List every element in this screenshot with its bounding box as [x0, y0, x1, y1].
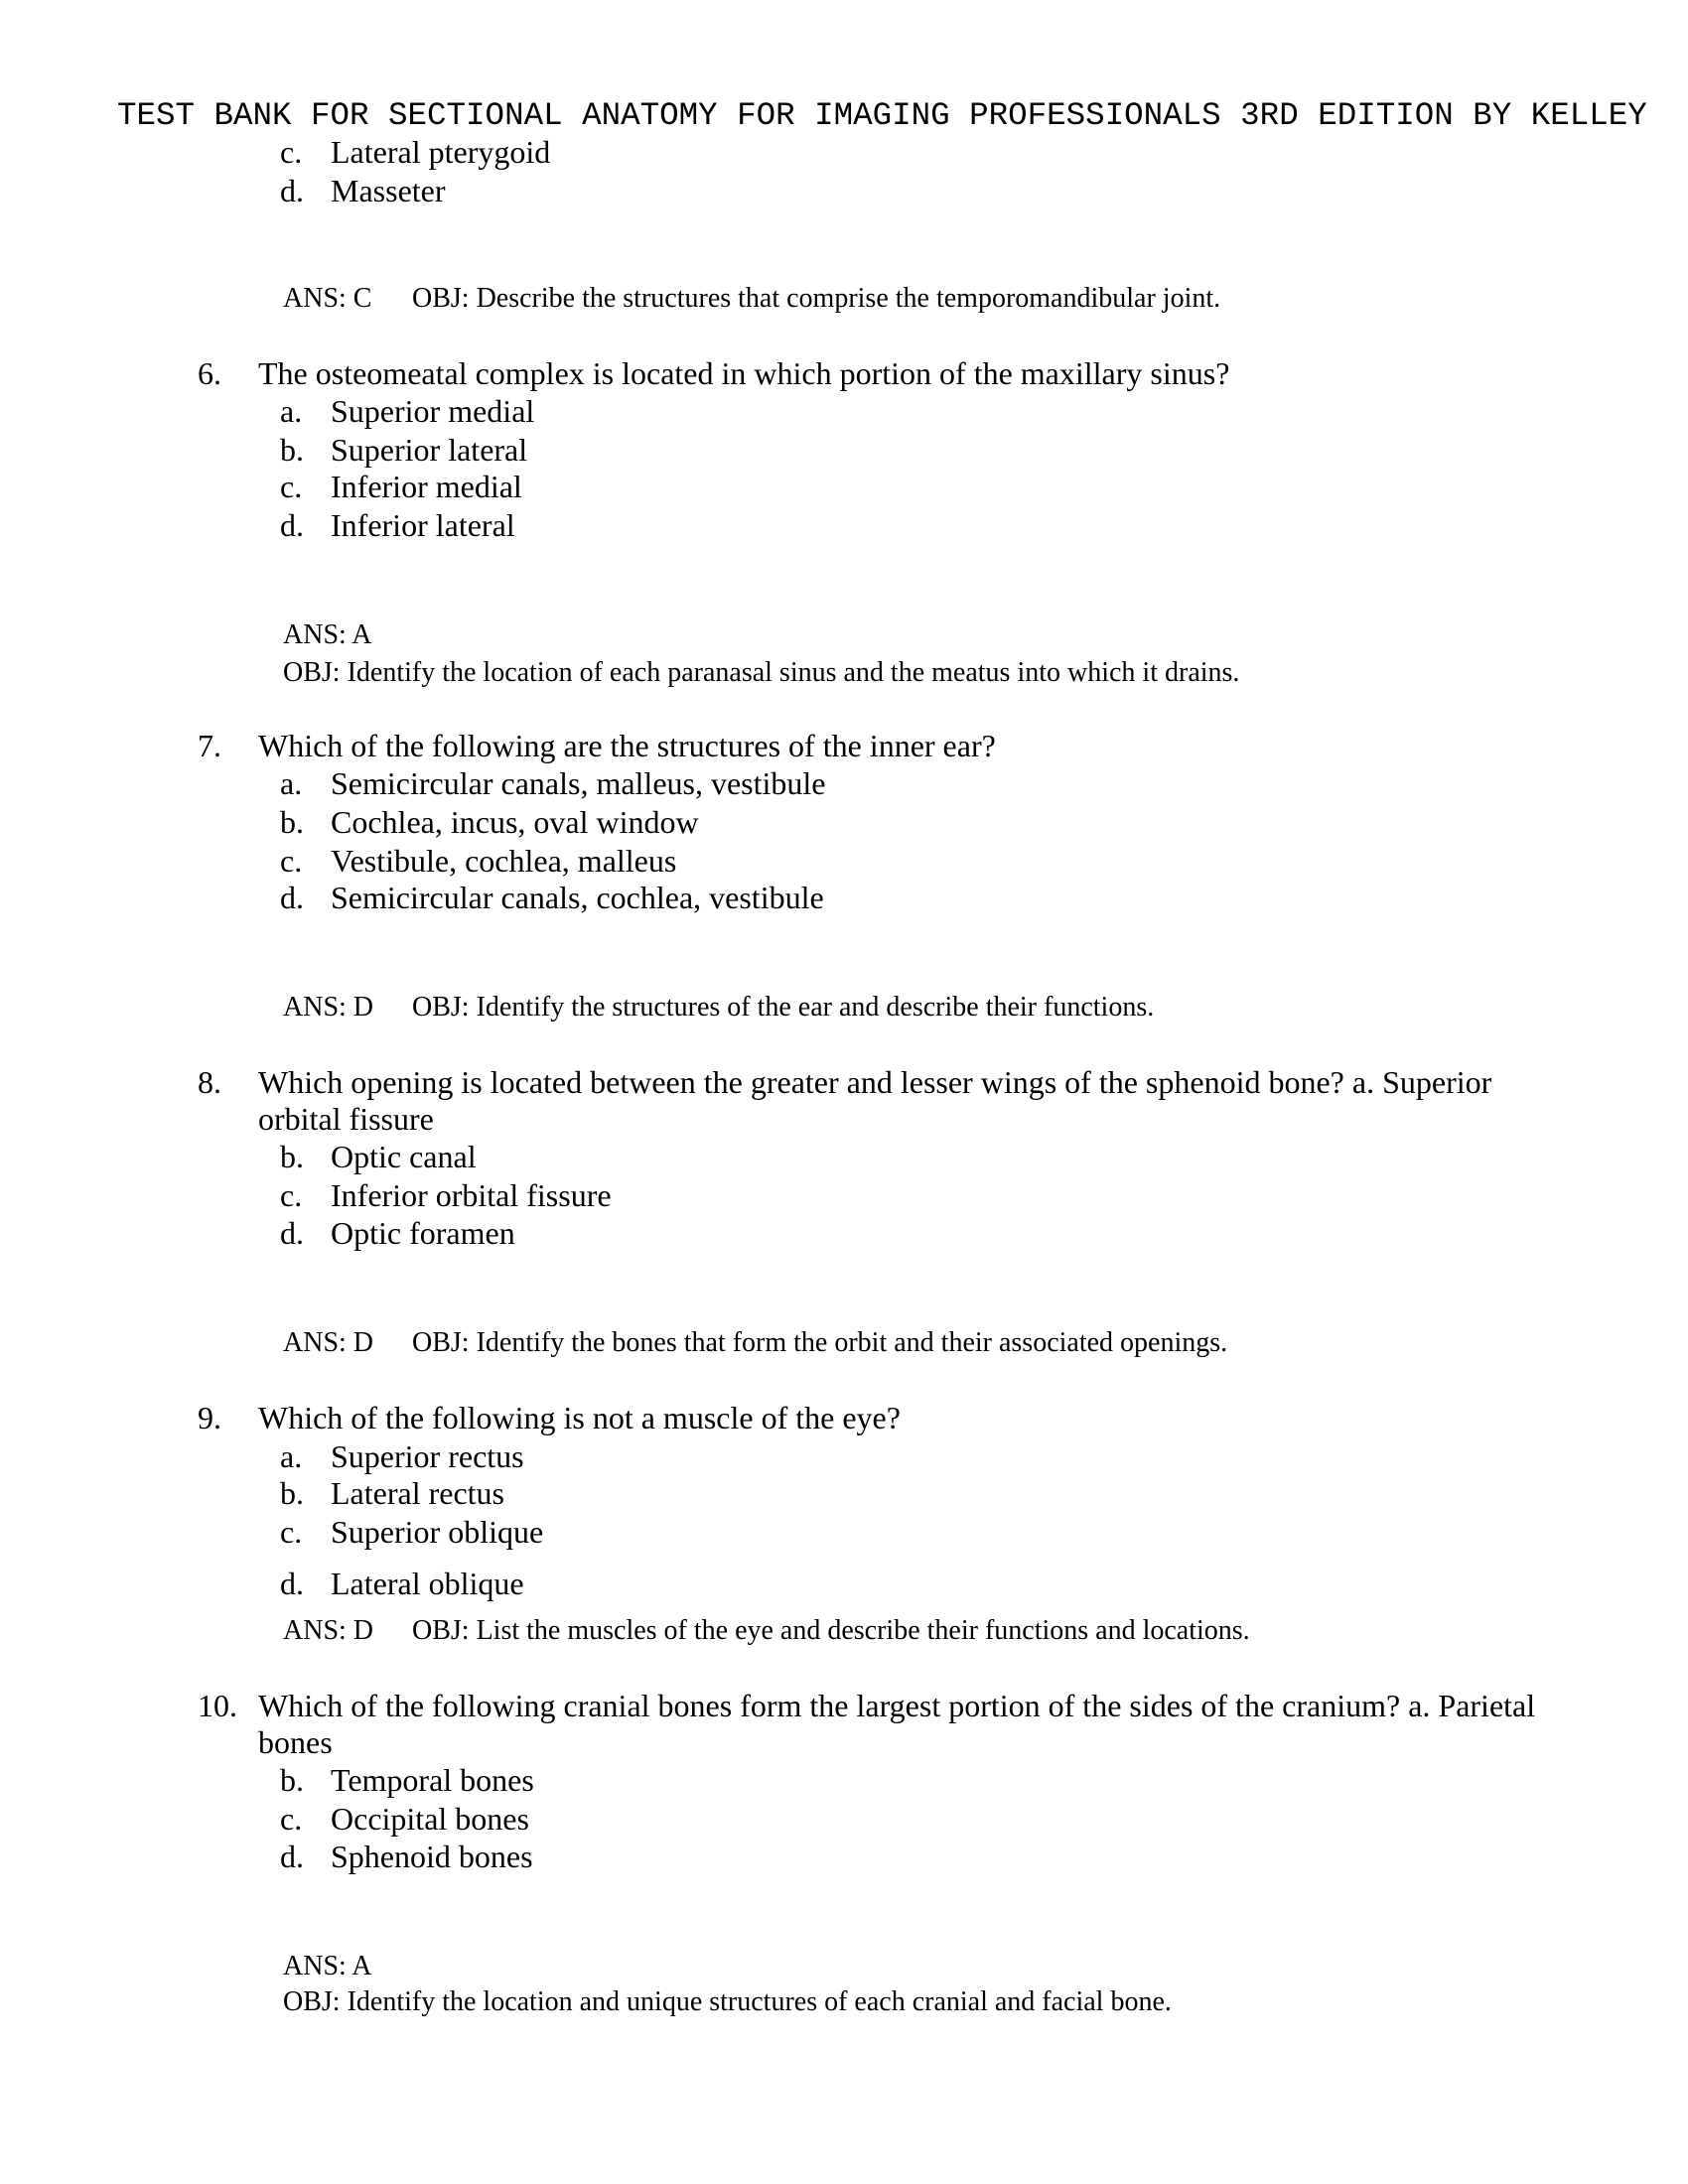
- question-number: 6.: [198, 355, 221, 391]
- option-text: Semicircular canals, malleus, vestibule: [331, 765, 826, 801]
- option-text: Inferior medial: [331, 469, 522, 504]
- option-letter: b.: [280, 1475, 304, 1511]
- objective: OBJ: Identify the location of each paranasal sinus and the meatus into which it drains.: [283, 657, 1240, 688]
- option-letter: c.: [280, 469, 303, 504]
- option-letter: b.: [280, 1762, 304, 1798]
- option-text: Superior lateral: [331, 432, 528, 468]
- option-letter: b.: [280, 432, 304, 468]
- question-text: Which of the following cranial bones form the largest portion of the sides of the cranium? a. Parietal bones: [258, 1688, 1536, 1760]
- question-number: 9.: [198, 1400, 221, 1435]
- objective: OBJ: Identify the structures of the ear and describe their functions.: [412, 992, 1155, 1023]
- option-letter: a.: [280, 1438, 303, 1474]
- option-text: Lateral rectus: [331, 1475, 504, 1511]
- option-text: Superior rectus: [331, 1438, 524, 1474]
- option-letter: d.: [280, 173, 304, 208]
- answer: ANS: D: [283, 1615, 374, 1646]
- option-letter: d.: [280, 1566, 304, 1601]
- answer: ANS: A: [283, 619, 372, 650]
- option-text: Lateral pterygoid: [331, 134, 551, 170]
- question-number: 7.: [198, 728, 221, 763]
- option-letter: c.: [280, 134, 303, 170]
- question-text: Which of the following is not a muscle of the eye?: [258, 1400, 901, 1435]
- page-header: TEST BANK FOR SECTIONAL ANATOMY FOR IMAGING PROFESSIONALS 3RD EDITION BY KELLEY: [117, 97, 1647, 134]
- option-letter: b.: [280, 804, 304, 840]
- option-text: Temporal bones: [331, 1762, 534, 1798]
- option-letter: a.: [280, 765, 303, 801]
- option-text: Occipital bones: [331, 1801, 529, 1837]
- option-text: Optic foramen: [331, 1215, 515, 1251]
- option-text: Superior medial: [331, 393, 535, 429]
- option-letter: b.: [280, 1139, 304, 1174]
- option-text: Inferior orbital fissure: [331, 1177, 612, 1213]
- answer: ANS: D: [283, 1327, 374, 1358]
- option-text: Semicircular canals, cochlea, vestibule: [331, 880, 824, 915]
- option-text: Cochlea, incus, oval window: [331, 804, 699, 840]
- option-text: Masseter: [331, 173, 446, 208]
- option-text: Optic canal: [331, 1139, 477, 1174]
- question-text: Which of the following are the structures of the inner ear?: [258, 728, 996, 763]
- option-text: Inferior lateral: [331, 507, 515, 543]
- answer: ANS: A: [283, 1951, 372, 1981]
- objective: OBJ: Identify the bones that form the orbit and their associated openings.: [412, 1327, 1228, 1358]
- option-letter: d.: [280, 507, 304, 543]
- option-letter: d.: [280, 880, 304, 915]
- option-letter: a.: [280, 393, 303, 429]
- option-text: Vestibule, cochlea, malleus: [331, 843, 677, 879]
- objective: OBJ: List the muscles of the eye and describe their functions and locations.: [412, 1615, 1250, 1646]
- question-text: The osteomeatal complex is located in which portion of the maxillary sinus?: [258, 355, 1230, 391]
- objective: OBJ: Describe the structures that comprise the temporomandibular joint.: [412, 283, 1221, 314]
- option-letter: c.: [280, 1801, 303, 1837]
- option-letter: d.: [280, 1215, 304, 1251]
- question-text: Which opening is located between the greater and lesser wings of the sphenoid bone? a. Superior orbital fissure: [258, 1064, 1492, 1137]
- answer: ANS: C: [283, 283, 372, 314]
- option-letter: c.: [280, 1514, 303, 1550]
- option-letter: d.: [280, 1839, 304, 1874]
- option-letter: c.: [280, 1177, 303, 1213]
- question-number: 8.: [198, 1064, 221, 1100]
- option-letter: c.: [280, 843, 303, 879]
- option-text: Sphenoid bones: [331, 1839, 533, 1874]
- objective: OBJ: Identify the location and unique structures of each cranial and facial bone.: [283, 1986, 1172, 2017]
- option-text: Superior oblique: [331, 1514, 544, 1550]
- question-number: 10.: [198, 1688, 237, 1723]
- option-text: Lateral oblique: [331, 1566, 524, 1601]
- answer: ANS: D: [283, 992, 374, 1023]
